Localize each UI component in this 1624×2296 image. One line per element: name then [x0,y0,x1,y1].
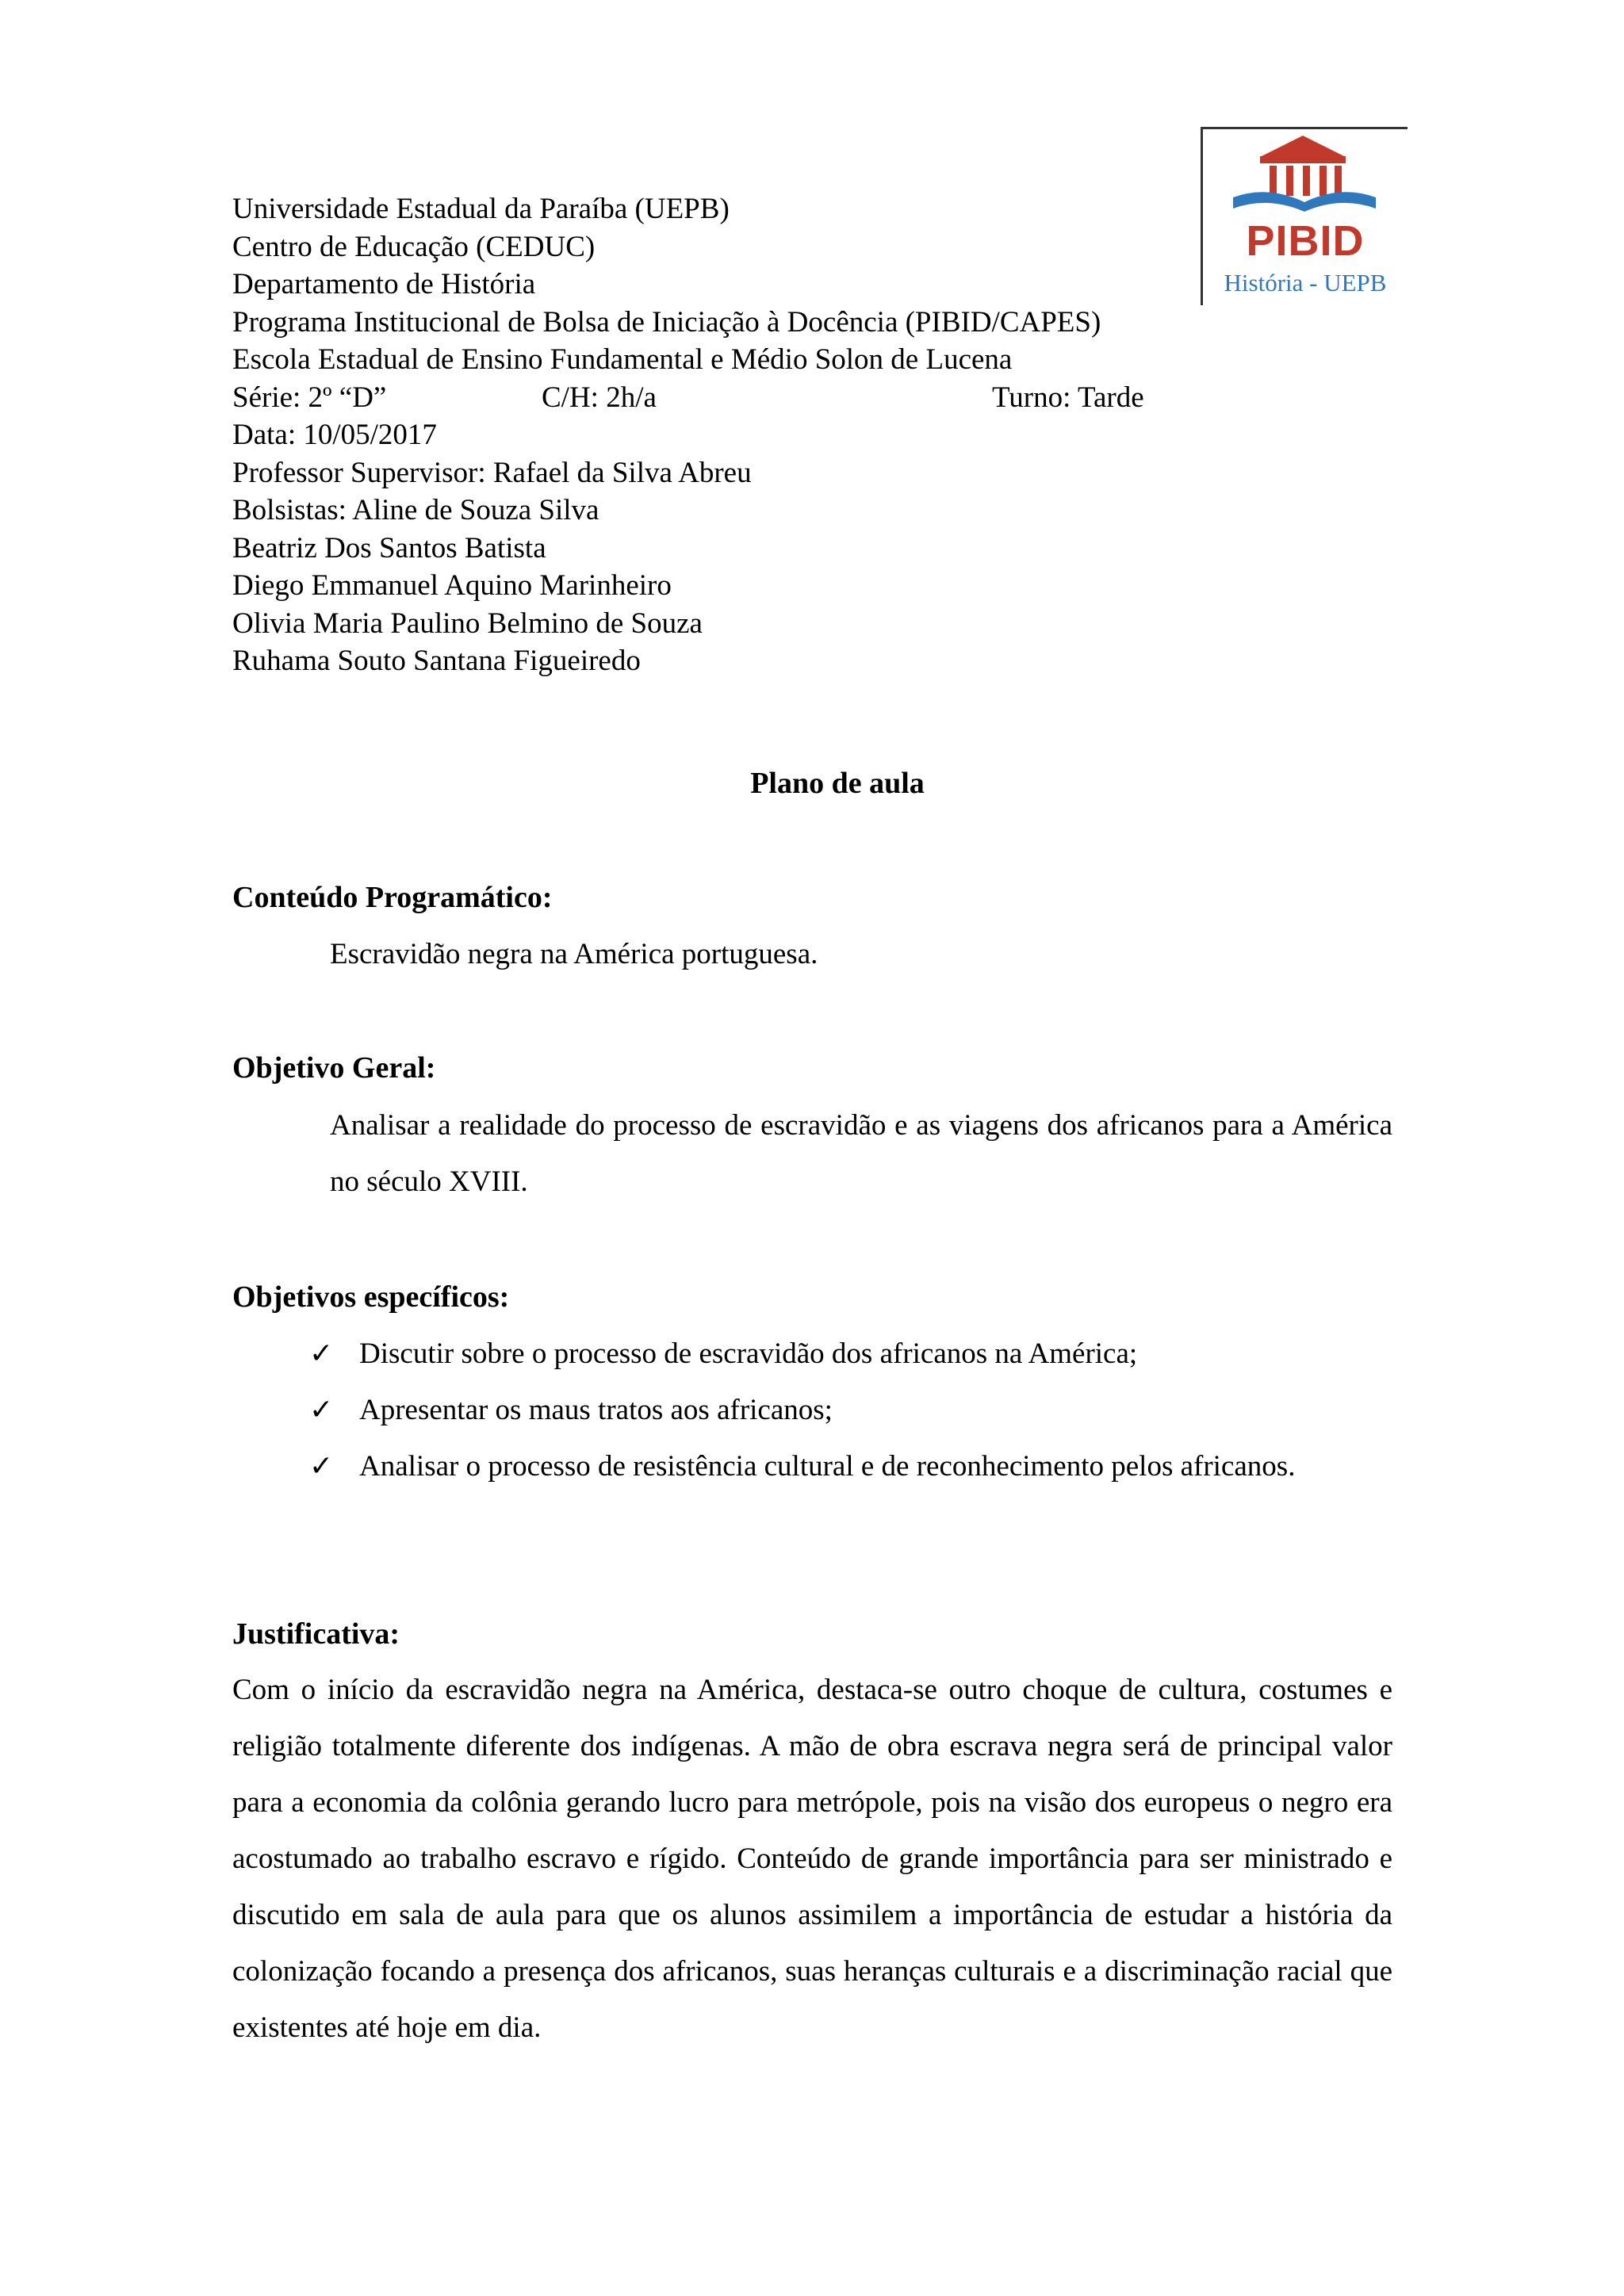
check-icon: ✓ [309,1337,334,1370]
header-scholars: Bolsistas: Aline de Souza Silva [232,494,599,526]
header-center: Centro de Educação (CEDUC) [232,230,596,263]
content-text: Escravidão negra na América portuguesa. [330,938,818,970]
header-block [232,190,1263,680]
section-heading-general-objective: Objetivo Geral: [232,1051,436,1085]
objective-item [309,1438,1392,1494]
header-class-info [232,379,1263,417]
header-workload: C/H: 2h/a [542,381,657,414]
header-university: Universidade Estadual da Paraíba (UEPB) [232,193,730,225]
header-supervisor: Professor Supervisor: Rafael da Silva Abreu [232,456,752,489]
check-icon: ✓ [309,1394,334,1426]
pibid-logo [1201,127,1408,305]
objective-item [309,1382,1392,1438]
objective-item-text: Apresentar os maus tratos aos africanos; [359,1394,833,1426]
logo-subtitle: História - UEPB [1224,269,1387,297]
objective-item [309,1326,1392,1382]
justification-text: Com o início da escravidão negra na América, destaca-se outro choque de cultura, costumes e religião totalmente diferente dos indígenas. A mão de obra escrava negra será de principal valor para a economia da colônia gerando lucro para metrópole, pois na visão dos europeus o negro era acostumado ao trabalho escravo e rígido. Conteúdo de grande importância para ser ministrado e discutido em sala de aula para que os alunos assimilem a importância de estudar a história da colonização focando a presença dos africanos, suas heranças culturais e a discriminação racial que existentes até hoje em dia. [232,1674,1392,2044]
header-shift: Turno: Tarde [992,381,1144,414]
logo-title: PIBID [1246,217,1365,265]
header-scholar-name: Ruhama Souto Santana Figueiredo [232,645,641,677]
general-objective-text: Analisar a realidade do processo de escravidão e as viagens dos africanos para a América no século XVIII. [330,1109,1392,1198]
header-program: Programa Institucional de Bolsa de Iniciação à Docência (PIBID/CAPES) [232,305,1101,339]
objective-item-text: Analisar o processo de resistência cultural e de reconhecimento pelos africanos. [359,1450,1296,1483]
objective-item-text: Discutir sobre o processo de escravidão dos africanos na América; [359,1337,1138,1370]
header-school: Escola Estadual de Ensino Fundamental e Médio Solon de Lucena [232,343,1013,376]
section-heading-content: Conteúdo Programático: [232,881,553,914]
header-scholar-name: Beatriz Dos Santos Batista [232,531,546,564]
check-icon: ✓ [309,1450,334,1483]
header-scholar-name: Diego Emmanuel Aquino Marinheiro [232,569,672,602]
section-heading-justification: Justificativa: [232,1617,400,1651]
header-department: Departamento de História [232,268,536,300]
header-serie: Série: 2º “D” [232,381,387,414]
document-title: Plano de aula [750,767,925,800]
header-date: Data: 10/05/2017 [232,419,437,451]
header-scholar-name: Olivia Maria Paulino Belmino de Souza [232,607,703,640]
section-heading-specific-objectives: Objetivos específicos: [232,1280,510,1314]
